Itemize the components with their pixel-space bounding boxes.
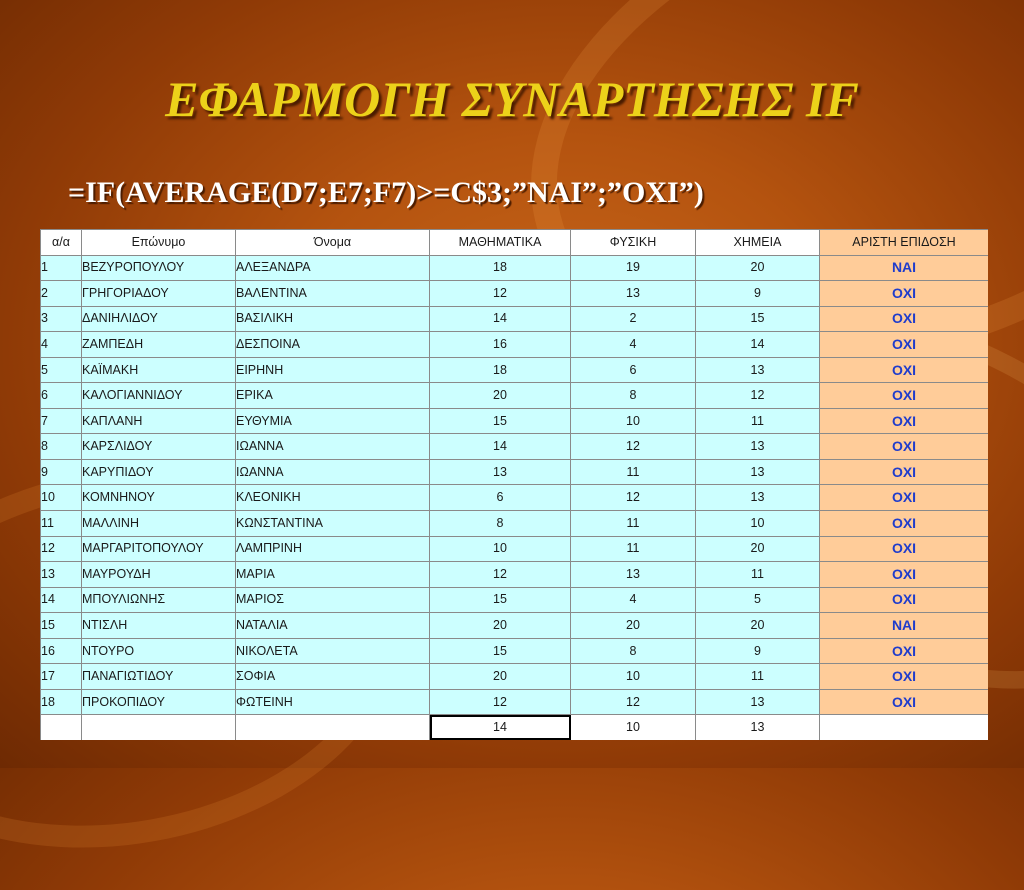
result-cell[interactable]: OXI <box>820 664 989 690</box>
physics-grade-cell[interactable]: 12 <box>571 689 696 715</box>
table-cell[interactable] <box>41 715 82 740</box>
physics-grade-cell[interactable]: 6 <box>571 357 696 383</box>
row-number-cell[interactable]: 7 <box>41 408 82 434</box>
math-grade-cell[interactable]: 8 <box>430 511 571 537</box>
result-cell[interactable]: OXI <box>820 638 989 664</box>
table-row <box>41 562 989 588</box>
table-row <box>41 281 989 307</box>
surname-cell[interactable]: ΔΑΝΙΗΛΙΔΟΥ <box>82 306 236 332</box>
table-row <box>41 383 989 409</box>
firstname-cell[interactable]: ΒΑΣΙΛΙΚΗ <box>236 306 430 332</box>
physics-grade-cell[interactable]: 11 <box>571 459 696 485</box>
physics-average-cell[interactable]: 10 <box>571 715 696 740</box>
surname-cell[interactable]: ΓΡΗΓΟΡΙΑΔΟΥ <box>82 281 236 307</box>
header-cell-firstname[interactable]: Όνομα <box>236 230 430 256</box>
table-row <box>41 332 989 358</box>
result-cell[interactable]: OXI <box>820 587 989 613</box>
chemistry-grade-cell[interactable]: 13 <box>696 689 820 715</box>
row-number-cell[interactable]: 1 <box>41 255 82 281</box>
math-grade-cell[interactable]: 15 <box>430 638 571 664</box>
firstname-cell[interactable]: ΔΕΣΠΟΙΝΑ <box>236 332 430 358</box>
table-row <box>41 587 989 613</box>
math-grade-cell[interactable]: 18 <box>430 255 571 281</box>
row-number-cell[interactable]: 17 <box>41 664 82 690</box>
surname-cell[interactable]: ΚΑΪΜΑΚΗ <box>82 357 236 383</box>
row-number-cell[interactable]: 4 <box>41 332 82 358</box>
physics-grade-cell[interactable]: 2 <box>571 306 696 332</box>
table-row <box>41 536 989 562</box>
spreadsheet <box>40 229 988 740</box>
chemistry-grade-cell[interactable]: 9 <box>696 638 820 664</box>
header-cell-chemistry[interactable]: ΧΗΜΕΙΑ <box>696 230 820 256</box>
row-number-cell[interactable]: 14 <box>41 587 82 613</box>
math-grade-cell[interactable]: 12 <box>430 281 571 307</box>
physics-grade-cell[interactable]: 12 <box>571 434 696 460</box>
math-grade-cell[interactable]: 15 <box>430 587 571 613</box>
firstname-cell[interactable]: ΙΩΑΝΝΑ <box>236 434 430 460</box>
chemistry-grade-cell[interactable]: 5 <box>696 587 820 613</box>
chemistry-grade-cell[interactable]: 13 <box>696 357 820 383</box>
result-cell[interactable]: OXI <box>820 357 989 383</box>
result-cell[interactable]: OXI <box>820 332 989 358</box>
physics-grade-cell[interactable]: 4 <box>571 587 696 613</box>
table-row <box>41 357 989 383</box>
physics-grade-cell[interactable]: 8 <box>571 383 696 409</box>
math-grade-cell[interactable]: 16 <box>430 332 571 358</box>
firstname-cell[interactable]: ΒΑΛΕΝΤΙΝΑ <box>236 281 430 307</box>
surname-cell[interactable]: ΜΠΟΥΛΙΩΝΗΣ <box>82 587 236 613</box>
table-row <box>41 613 989 639</box>
surname-cell[interactable]: ΝΤΙΣΛΗ <box>82 613 236 639</box>
math-grade-cell[interactable]: 10 <box>430 536 571 562</box>
surname-cell[interactable]: ΚΑΛΟΓΙΑΝΝΙΔΟΥ <box>82 383 236 409</box>
surname-cell[interactable]: ΚΑΠΛΑΝΗ <box>82 408 236 434</box>
row-number-cell[interactable]: 10 <box>41 485 82 511</box>
chemistry-grade-cell[interactable]: 11 <box>696 408 820 434</box>
table-row <box>41 664 989 690</box>
firstname-cell[interactable]: ΕΙΡΗΝΗ <box>236 357 430 383</box>
slide-title: ΕΦΑΡΜΟΓΗ ΣΥΝΑΡΤΗΣΗΣ IF <box>165 71 859 127</box>
row-number-cell[interactable]: 9 <box>41 459 82 485</box>
physics-grade-cell[interactable]: 4 <box>571 332 696 358</box>
selected-cell-math-average[interactable]: 14 <box>430 715 571 740</box>
result-cell[interactable]: OXI <box>820 306 989 332</box>
chemistry-grade-cell[interactable]: 14 <box>696 332 820 358</box>
surname-cell[interactable]: ΖΑΜΠΕΔΗ <box>82 332 236 358</box>
firstname-cell[interactable]: ΜΑΡΙΑ <box>236 562 430 588</box>
result-cell[interactable]: OXI <box>820 459 989 485</box>
chemistry-grade-cell[interactable]: 20 <box>696 536 820 562</box>
math-grade-cell[interactable]: 6 <box>430 485 571 511</box>
surname-cell[interactable]: ΝΤΟΥΡΟ <box>82 638 236 664</box>
physics-grade-cell[interactable]: 12 <box>571 485 696 511</box>
row-number-cell[interactable]: 15 <box>41 613 82 639</box>
chemistry-grade-cell[interactable]: 12 <box>696 383 820 409</box>
chemistry-grade-cell[interactable]: 11 <box>696 664 820 690</box>
result-cell[interactable]: NAI <box>820 613 989 639</box>
table-row <box>41 511 989 537</box>
table-row <box>41 408 989 434</box>
firstname-cell[interactable]: ΙΩΑΝΝΑ <box>236 459 430 485</box>
table-row <box>41 434 989 460</box>
firstname-cell[interactable]: ΝΙΚΟΛΕΤΑ <box>236 638 430 664</box>
math-grade-cell[interactable]: 20 <box>430 613 571 639</box>
row-number-cell[interactable]: 16 <box>41 638 82 664</box>
result-cell[interactable]: OXI <box>820 562 989 588</box>
row-number-cell[interactable]: 2 <box>41 281 82 307</box>
chemistry-grade-cell[interactable]: 13 <box>696 485 820 511</box>
table-row <box>41 689 989 715</box>
surname-cell[interactable]: ΚΑΡΣΛΙΔΟΥ <box>82 434 236 460</box>
chemistry-grade-cell[interactable]: 13 <box>696 459 820 485</box>
surname-cell[interactable]: ΜΑΛΛΙΝΗ <box>82 511 236 537</box>
result-cell[interactable]: NAI <box>820 255 989 281</box>
average-row <box>41 715 989 740</box>
surname-cell[interactable]: ΚΑΡΥΠΙΔΟΥ <box>82 459 236 485</box>
physics-grade-cell[interactable]: 10 <box>571 664 696 690</box>
header-cell-surname[interactable]: Επώνυμο <box>82 230 236 256</box>
firstname-cell[interactable]: ΣΟΦΙΑ <box>236 664 430 690</box>
table-cell[interactable] <box>236 715 430 740</box>
math-grade-cell[interactable]: 18 <box>430 357 571 383</box>
row-number-cell[interactable]: 11 <box>41 511 82 537</box>
header-cell-excellence[interactable]: ΑΡΙΣΤΗ ΕΠΙΔΟΣΗ <box>820 230 989 256</box>
table-row <box>41 255 989 281</box>
row-number-cell[interactable]: 8 <box>41 434 82 460</box>
chemistry-grade-cell[interactable]: 9 <box>696 281 820 307</box>
physics-grade-cell[interactable]: 11 <box>571 511 696 537</box>
math-grade-cell[interactable]: 20 <box>430 383 571 409</box>
chemistry-grade-cell[interactable]: 15 <box>696 306 820 332</box>
firstname-cell[interactable]: ΜΑΡΙΟΣ <box>236 587 430 613</box>
result-cell[interactable]: OXI <box>820 485 989 511</box>
surname-cell[interactable]: ΠΑΝΑΓΙΩΤΙΔΟΥ <box>82 664 236 690</box>
chemistry-grade-cell[interactable]: 20 <box>696 255 820 281</box>
physics-grade-cell[interactable]: 11 <box>571 536 696 562</box>
math-grade-cell[interactable]: 14 <box>430 306 571 332</box>
result-cell[interactable]: OXI <box>820 536 989 562</box>
chemistry-grade-cell[interactable]: 10 <box>696 511 820 537</box>
surname-cell[interactable]: ΜΑΡΓΑΡΙΤΟΠΟΥΛΟΥ <box>82 536 236 562</box>
firstname-cell[interactable]: ΛΑΜΠΡΙΝΗ <box>236 536 430 562</box>
physics-grade-cell[interactable]: 20 <box>571 613 696 639</box>
math-grade-cell[interactable]: 13 <box>430 459 571 485</box>
firstname-cell[interactable]: ΚΛΕΟΝΙΚΗ <box>236 485 430 511</box>
table-row <box>41 459 989 485</box>
chemistry-average-cell[interactable]: 13 <box>696 715 820 740</box>
result-cell[interactable]: OXI <box>820 511 989 537</box>
row-number-cell[interactable]: 3 <box>41 306 82 332</box>
math-grade-cell[interactable]: 14 <box>430 434 571 460</box>
spreadsheet-table <box>40 229 988 740</box>
row-number-cell[interactable]: 12 <box>41 536 82 562</box>
firstname-cell[interactable]: ΕΥΘΥΜΙΑ <box>236 408 430 434</box>
chemistry-grade-cell[interactable]: 20 <box>696 613 820 639</box>
surname-cell[interactable]: ΒΕΖΥΡΟΠΟΥΛΟΥ <box>82 255 236 281</box>
result-cell[interactable]: OXI <box>820 689 989 715</box>
math-grade-cell[interactable]: 12 <box>430 562 571 588</box>
row-number-cell[interactable]: 13 <box>41 562 82 588</box>
row-number-cell[interactable]: 18 <box>41 689 82 715</box>
result-cell[interactable]: OXI <box>820 383 989 409</box>
table-cell[interactable] <box>82 715 236 740</box>
header-row <box>41 230 989 256</box>
formula-text: =IF(AVERAGE(D7;E7;F7)>=C$3;”NAI”;”OXI”) <box>68 176 704 209</box>
surname-cell[interactable]: ΠΡΟΚΟΠΙΔΟΥ <box>82 689 236 715</box>
chemistry-grade-cell[interactable]: 11 <box>696 562 820 588</box>
header-cell-math[interactable]: ΜΑΘΗΜΑΤΙΚΑ <box>430 230 571 256</box>
row-number-cell[interactable]: 6 <box>41 383 82 409</box>
table-row <box>41 306 989 332</box>
chemistry-grade-cell[interactable]: 13 <box>696 434 820 460</box>
physics-grade-cell[interactable]: 13 <box>571 281 696 307</box>
math-grade-cell[interactable]: 12 <box>430 689 571 715</box>
table-row <box>41 638 989 664</box>
surname-cell[interactable]: ΚΟΜΝΗΝΟΥ <box>82 485 236 511</box>
table-cell[interactable] <box>820 715 989 740</box>
result-cell[interactable]: OXI <box>820 408 989 434</box>
math-grade-cell[interactable]: 20 <box>430 664 571 690</box>
physics-grade-cell[interactable]: 13 <box>571 562 696 588</box>
firstname-cell[interactable]: ΦΩΤΕΙΝΗ <box>236 689 430 715</box>
surname-cell[interactable]: ΜΑΥΡΟΥΔΗ <box>82 562 236 588</box>
math-grade-cell[interactable]: 15 <box>430 408 571 434</box>
firstname-cell[interactable]: ΕΡΙΚΑ <box>236 383 430 409</box>
header-cell-aa[interactable]: α/α <box>41 230 82 256</box>
header-cell-physics[interactable]: ΦΥΣΙΚΗ <box>571 230 696 256</box>
physics-grade-cell[interactable]: 10 <box>571 408 696 434</box>
result-cell[interactable]: OXI <box>820 281 989 307</box>
physics-grade-cell[interactable]: 8 <box>571 638 696 664</box>
physics-grade-cell[interactable]: 19 <box>571 255 696 281</box>
firstname-cell[interactable]: ΑΛΕΞΑΝΔΡΑ <box>236 255 430 281</box>
result-cell[interactable]: OXI <box>820 434 989 460</box>
row-number-cell[interactable]: 5 <box>41 357 82 383</box>
table-row <box>41 485 989 511</box>
firstname-cell[interactable]: ΝΑΤΑΛΙΑ <box>236 613 430 639</box>
firstname-cell[interactable]: ΚΩΝΣΤΑΝΤΙΝΑ <box>236 511 430 537</box>
